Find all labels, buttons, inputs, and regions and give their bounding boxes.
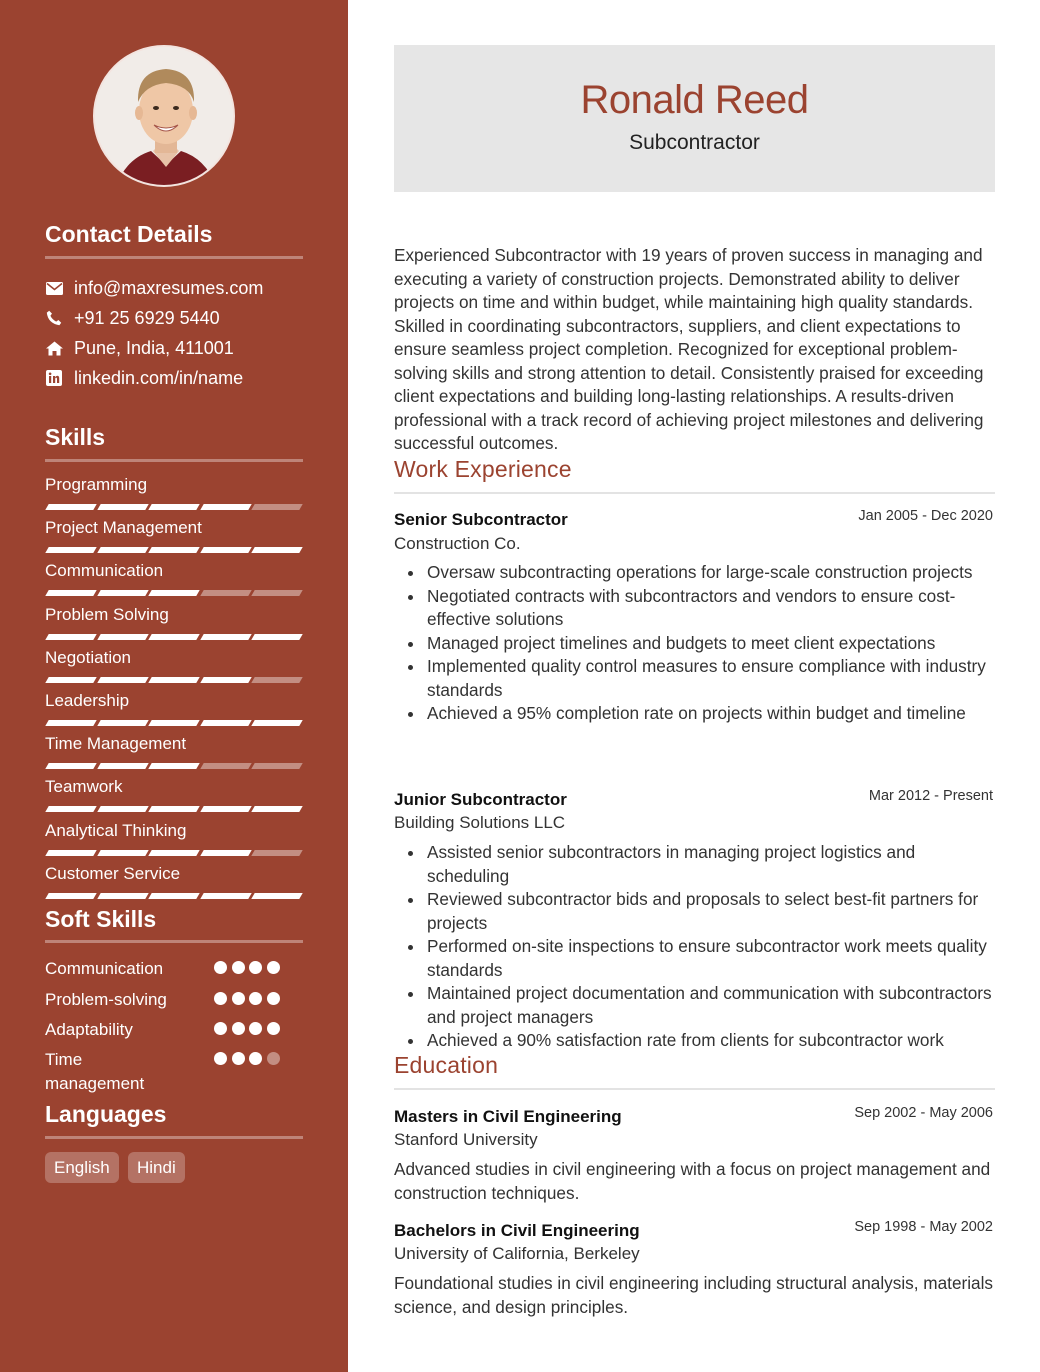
skill-level-segment [148, 590, 199, 596]
skill-level-segment [251, 590, 302, 596]
skill-level-segment [97, 893, 148, 899]
skill-level-segment [148, 504, 199, 510]
skill-level-bar [45, 504, 303, 510]
job-dates: Mar 2012 - Present [868, 788, 993, 804]
skill-level-segment [200, 547, 251, 553]
candidate-name: Ronald Reed [580, 78, 809, 122]
school-name: University of California, Berkeley [394, 1244, 640, 1263]
rating-dot [232, 1052, 245, 1065]
skills-divider [45, 459, 303, 462]
skill-name: Communication [45, 561, 164, 581]
list-item: Performed on-site inspections to ensure subcontractor work meets quality standards [404, 935, 996, 982]
skill-name: Leadership [45, 691, 130, 710]
rating-dot [214, 961, 227, 974]
skill-level-segment [148, 893, 199, 899]
rating-dot [267, 992, 280, 1005]
skill-level-segment [45, 547, 96, 553]
skill-level-segment [200, 590, 251, 596]
skill-name: Negotiation [45, 647, 132, 667]
degree-title: Masters in Civil Engineering [394, 1107, 622, 1126]
skill-name: Programming [45, 475, 148, 494]
skill-level-bar [45, 634, 303, 640]
skill-level-segment [45, 763, 96, 769]
soft-skill-name: Adaptability [45, 1020, 133, 1039]
skill-level-segment [45, 590, 96, 596]
skill-level-segment [200, 720, 251, 726]
skill-level-segment [251, 763, 302, 769]
list-item: Reviewed subcontractor bids and proposals to select best-fit partners for projects [404, 888, 996, 935]
soft-skills-divider [45, 940, 303, 943]
skill-level-bar [45, 893, 303, 899]
skill-level-bar [45, 806, 303, 812]
rating-dot [267, 1052, 280, 1065]
skill-level-segment [200, 893, 251, 899]
skill-level-segment [148, 850, 199, 856]
rating-dot [232, 992, 245, 1005]
skill-level-segment [251, 504, 302, 510]
skill-level-segment [200, 504, 251, 510]
soft-skills-heading: Soft Skills [45, 906, 157, 932]
education-description: Foundational studies in civil engineering including structural analysis, materials science, and design principles. [394, 1273, 994, 1317]
skill-level-segment [148, 547, 199, 553]
contact-linkedin[interactable] [45, 367, 243, 389]
soft-skill-name: Time management [45, 1050, 145, 1093]
rating-dot [249, 1052, 262, 1065]
skill-level-segment [97, 590, 148, 596]
education-dates: Sep 2002 - May 2006 [854, 1105, 993, 1121]
list-item: Achieved a 90% satisfaction rate from clients for subcontractor work [404, 1029, 996, 1053]
rating-dot [214, 1022, 227, 1035]
rating-dot [249, 992, 262, 1005]
skill-level-segment [45, 850, 96, 856]
skill-level-segment [251, 720, 302, 726]
skill-level-segment [200, 850, 251, 856]
skill-level-segment [45, 893, 96, 899]
skill-name: Teamwork [45, 777, 123, 797]
contact-divider [45, 256, 303, 259]
skill-level-segment [45, 720, 96, 726]
list-item: Achieved a 95% completion rate on projects within budget and timeline [404, 702, 996, 726]
skill-name: Project Management [45, 518, 202, 538]
avatar [93, 45, 235, 187]
job-company: Building Solutions LLC [394, 813, 566, 832]
list-item: Assisted senior subcontractors in managing project logistics and scheduling [404, 841, 996, 888]
skill-name: Problem Solving [45, 604, 169, 624]
skill-name: Time Management [45, 734, 187, 754]
contact-address [45, 337, 234, 359]
name-header [394, 45, 995, 192]
skill-level-segment [97, 677, 148, 683]
contact-address-text: Pune, India, 411001 [74, 337, 234, 358]
rating-dot [249, 961, 262, 974]
skill-level-segment [148, 806, 199, 812]
list-item: Negotiated contracts with subcontractors and vendors to ensure cost-effective solutions [404, 585, 996, 632]
languages-divider [45, 1136, 303, 1139]
rating-dot [267, 961, 280, 974]
profile-summary: Experienced Subcontractor with 19 years of proven success in managing and executing a variety of construction projects. Demonstrated ability to deliver projects on time and within budget, while maintaining high quality standards. Skilled in coordinating subcontractors, suppliers, and client expectations to ensure seamless project completion. Recognized for exceptional problem-solving skills and strong attention to detail. Consistently praised for exceeding client expectations and building long-lasting relationships. A results-driven professional with a track record of achieving project milestones and delivering successful outcomes. [394, 245, 984, 453]
contact-email-text: info@maxresumes.com [74, 277, 264, 298]
soft-skill-name: Problem-solving [45, 990, 167, 1009]
list-item: Managed project timelines and budgets to meet client expectations [404, 632, 996, 656]
skill-level-segment [97, 763, 148, 769]
rating-dot [232, 1022, 245, 1035]
education-dates: Sep 1998 - May 2002 [854, 1219, 993, 1235]
job-title: Senior Subcontractor [394, 510, 568, 529]
job-title: Junior Subcontractor [394, 790, 567, 809]
school-name: Stanford University [394, 1130, 538, 1149]
job-dates: Jan 2005 - Dec 2020 [858, 508, 993, 524]
home-icon [45, 339, 63, 357]
skill-level-bar [45, 547, 303, 553]
contact-heading: Contact Details [45, 221, 213, 247]
skill-level-segment [148, 720, 199, 726]
skill-level-segment [251, 677, 302, 683]
skill-level-segment [97, 504, 148, 510]
skill-level-bar [45, 763, 303, 769]
rating-dot [214, 1052, 227, 1065]
list-item: Oversaw subcontracting operations for large-scale construction projects [404, 561, 996, 585]
skill-level-segment [97, 850, 148, 856]
skill-level-segment [200, 634, 251, 640]
envelope-icon [45, 279, 63, 297]
skill-level-bar [45, 850, 303, 856]
skill-level-segment [251, 806, 302, 812]
contact-phone-text: +91 25 6929 5440 [74, 307, 220, 328]
skill-level-segment [45, 806, 96, 812]
job-bullets [404, 841, 996, 1053]
rating-dot [232, 961, 245, 974]
list-item: Maintained project documentation and communication with subcontractors and project managers [404, 982, 996, 1029]
skill-level-segment [97, 806, 148, 812]
skill-level-segment [45, 677, 96, 683]
skill-level-segment [148, 677, 199, 683]
skill-level-segment [45, 634, 96, 640]
skill-level-segment [200, 763, 251, 769]
skill-level-segment [97, 634, 148, 640]
skill-level-segment [148, 634, 199, 640]
contact-linkedin-text: linkedin.com/in/name [74, 367, 244, 388]
skill-level-bar [45, 720, 303, 726]
skill-level-segment [251, 850, 302, 856]
rating-dot [249, 1022, 262, 1035]
languages-heading: Languages [45, 1101, 167, 1127]
skill-level-segment [97, 547, 148, 553]
portrait-image [95, 47, 235, 187]
contact-phone[interactable] [45, 307, 220, 329]
rating-dot [214, 992, 227, 1005]
language-chip: Hindi [128, 1152, 185, 1183]
language-chip: English [45, 1152, 119, 1183]
list-item: Implemented quality control measures to ensure compliance with industry standards [404, 655, 996, 702]
skills-heading: Skills [45, 424, 106, 450]
skill-level-bar [45, 677, 303, 683]
skill-level-segment [251, 893, 302, 899]
work-heading: Work Experience [394, 456, 572, 482]
sidebar [0, 0, 348, 1372]
skill-level-segment [251, 634, 302, 640]
linkedin-icon [45, 369, 63, 387]
skill-level-bar [45, 590, 303, 596]
soft-skill-name: Communication [45, 959, 164, 978]
job-bullets [404, 561, 996, 726]
candidate-title: Subcontractor [629, 131, 760, 154]
skill-name: Customer Service [45, 863, 181, 883]
degree-title: Bachelors in Civil Engineering [394, 1221, 640, 1240]
phone-icon [45, 309, 63, 327]
education-divider [394, 1088, 995, 1090]
contact-email[interactable] [45, 277, 263, 299]
skill-level-segment [148, 763, 199, 769]
education-heading: Education [394, 1052, 499, 1078]
job-company: Construction Co. [394, 534, 521, 553]
work-divider [394, 492, 995, 494]
skill-name: Analytical Thinking [45, 820, 187, 840]
education-description: Advanced studies in civil engineering with a focus on project management and construction techniques. [394, 1159, 991, 1203]
skill-level-segment [251, 547, 302, 553]
rating-dot [267, 1022, 280, 1035]
skill-level-segment [97, 720, 148, 726]
skill-level-segment [200, 806, 251, 812]
skill-level-segment [200, 677, 251, 683]
skill-level-segment [45, 504, 96, 510]
